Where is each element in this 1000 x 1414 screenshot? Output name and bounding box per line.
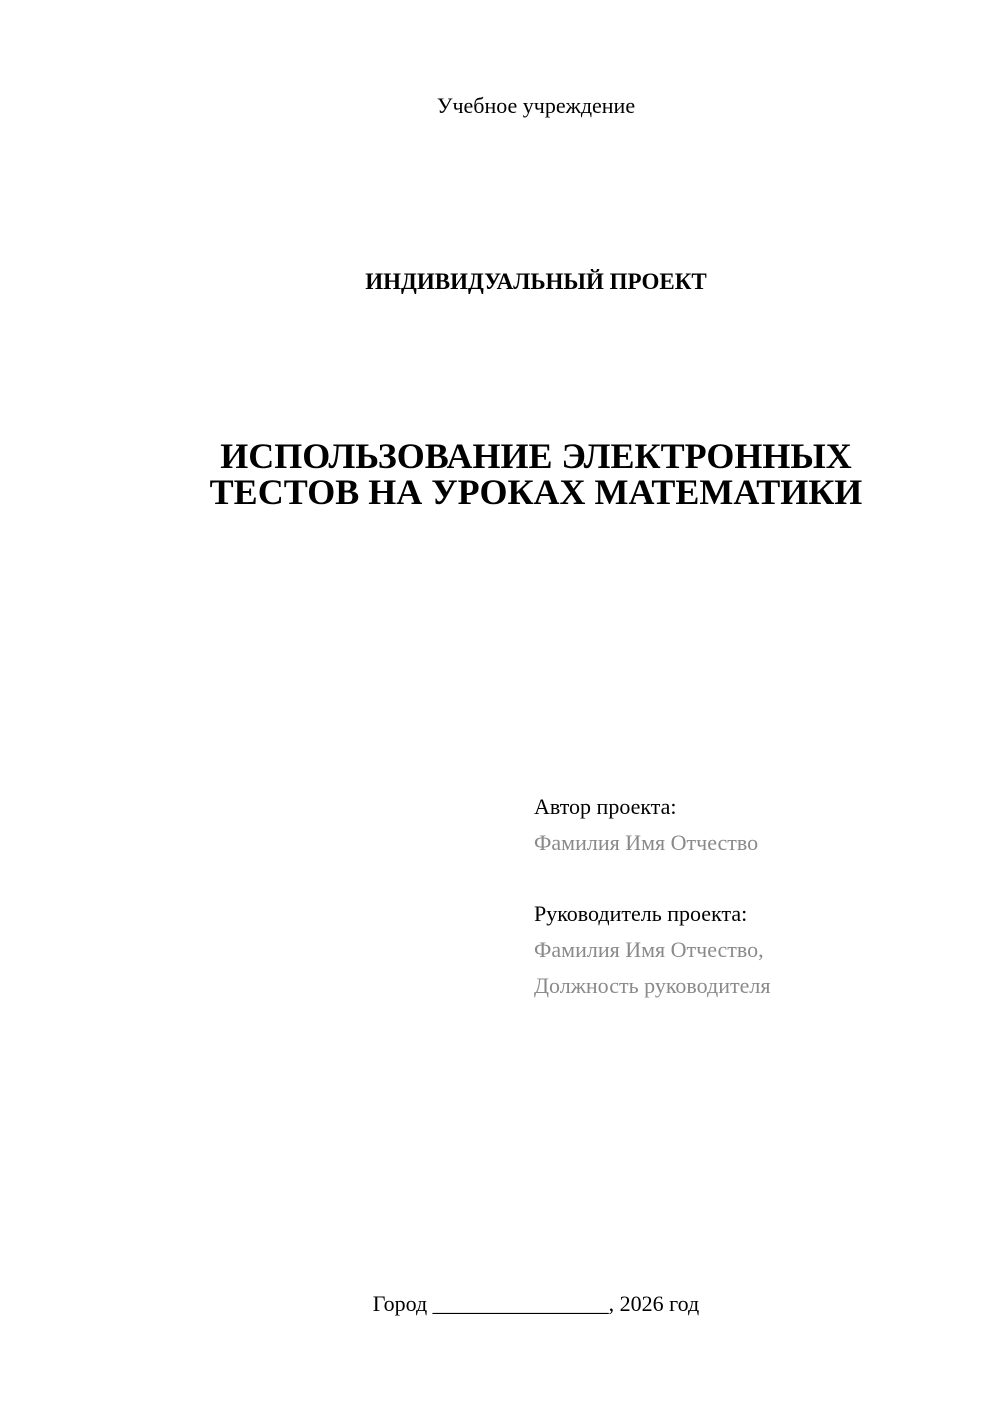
credits-block	[534, 789, 770, 1004]
project-title-line-1: ИСПОЛЬЗОВАНИЕ ЭЛЕКТРОННЫХ	[220, 436, 852, 476]
author-label: Автор проекта:	[534, 794, 677, 819]
city-year-line: Город ________________, 2026 год	[372, 1291, 700, 1316]
supervisor-position: Должность руководителя	[534, 973, 771, 998]
supervisor-label: Руководитель проекта:	[534, 901, 748, 926]
project-title	[0, 438, 1000, 510]
supervisor-name: Фамилия Имя Отчество,	[534, 937, 764, 962]
document-type: ИНДИВИДУАЛЬНЫЙ ПРОЕКТ	[365, 269, 707, 294]
institution-name: Учебное учреждение	[436, 93, 636, 118]
project-title-line-2: ТЕСТОВ НА УРОКАХ МАТЕМАТИКИ	[209, 472, 863, 512]
credits-spacer	[534, 861, 770, 896]
author-name: Фамилия Имя Отчество	[534, 830, 759, 855]
